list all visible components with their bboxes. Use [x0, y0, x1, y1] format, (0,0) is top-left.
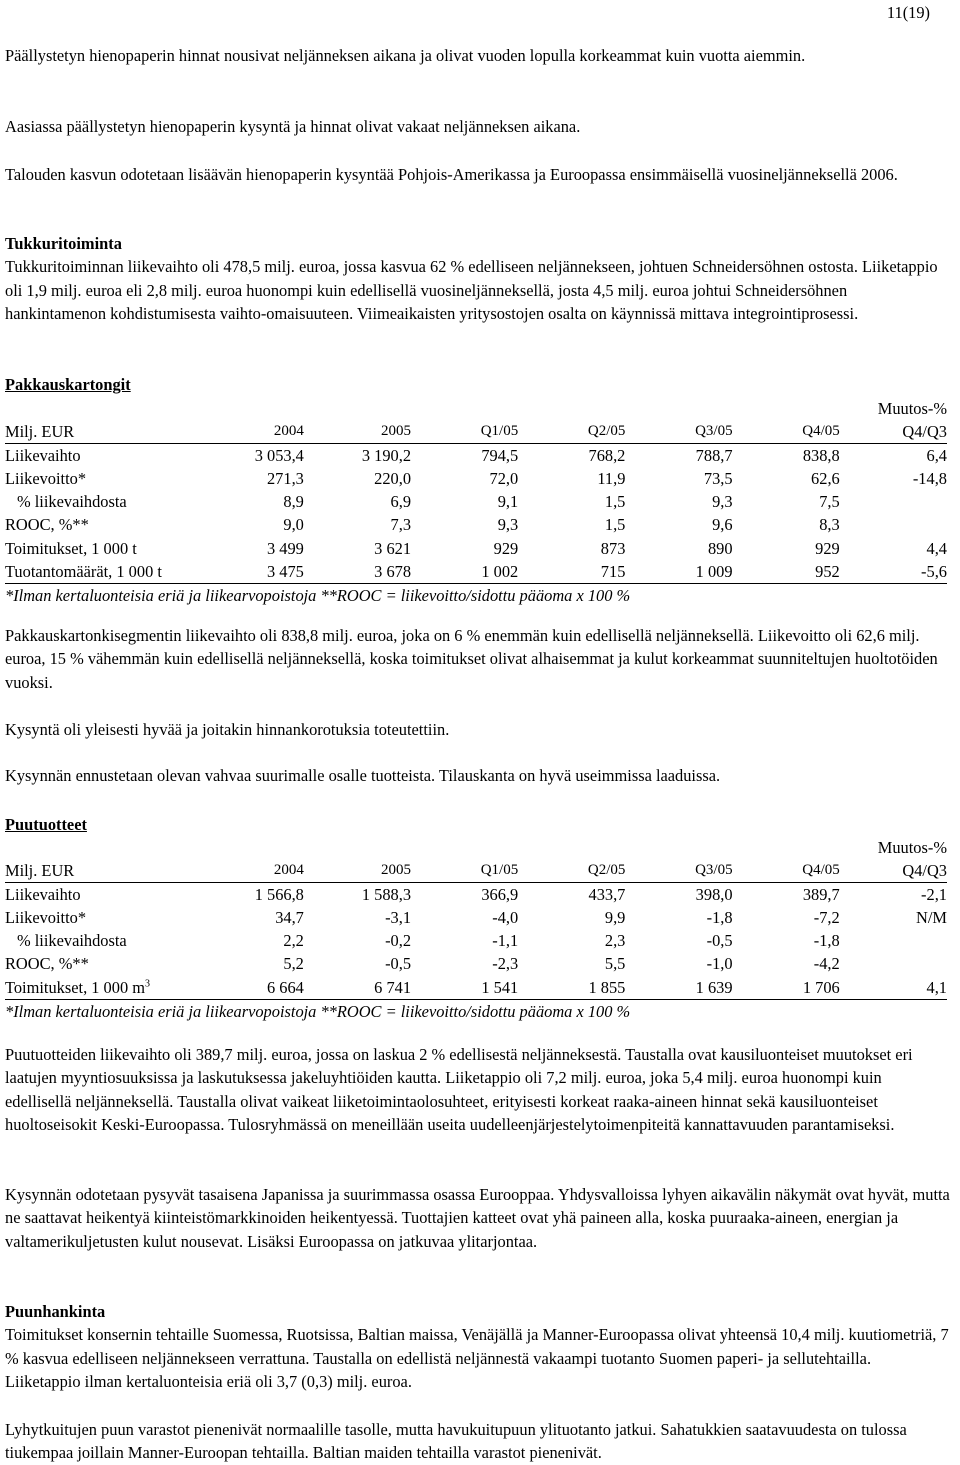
superscript: 3 [145, 978, 150, 990]
table-cell: 72,0 [489, 469, 519, 489]
paragraph: Kysynnän ennustetaan olevan vahvaa suurimalle osalle tuotteista. Tilauskanta on hyvä useimmissa laaduissa. [5, 766, 721, 785]
intro-paragraph-2 [5, 115, 950, 138]
intro-text-3: Talouden kasvun odotetaan lisäävän hienopaperin kysyntää Pohjois-Amerikassa ja Euroopassa ensimmäisellä vuosineljänneksellä 2006. [5, 165, 898, 184]
row-label-text: Liikevaihto [5, 885, 81, 905]
table-header [5, 859, 947, 883]
muutos-header: Muutos-% [877, 399, 947, 418]
col-header: Q4/Q3 [840, 420, 947, 444]
table-cell: 6,9 [390, 492, 412, 512]
pakkaus-table [5, 397, 947, 584]
table-cell: 1 855 [518, 976, 625, 1000]
page-number: 11(19) [886, 3, 930, 22]
paragraph: Puutuotteiden liikevaihto oli 389,7 milj. euroa, jossa on laskua 2 % edellisestä neljänneksestä. Taustalla ovat kausiluonteiset muutokset eri laatujen myyntiosuuksissa ja laskutuksessa jakeluyhtiöiden kautta. Liiketappio oli 7,2 milj. euroa, joka 5,4 milj. euroa huonompi kuin edellisellä neljänneksellä. Taustalla olivat vaikeat liiketoimintaolosuhteet, erityisesti korkeat raaka-aineen hinnat sekä kausiluonteiset huoltoseisokit Keski-Euroopassa. Tulosryhmässä on meneillään useita uudelleenjärjestelytoimenpiteitä kannattavuuden parantamiseksi. [5, 1045, 913, 1134]
table-cell: 3 053,4 [254, 446, 304, 466]
table-cell: -2,1 [921, 885, 947, 905]
table-cell: -0,5 [706, 931, 733, 951]
table-row [5, 467, 947, 490]
table-cell: 890 [707, 538, 733, 558]
table-cell: 1 588,3 [361, 885, 412, 905]
table-cell: -2,3 [492, 954, 519, 974]
puu-table-block [5, 836, 950, 1023]
table-cell: 1 639 [625, 976, 732, 1000]
table-cell: 9,1 [497, 492, 519, 512]
table-cell [840, 513, 947, 536]
table-cell: 220,0 [374, 469, 412, 489]
paragraph: Pakkauskartonkisegmentin liikevaihto oli 838,8 milj. euroa, joka on 6 % enemmän kuin edellisellä neljänneksellä. Liikevoitto oli 62,6 milj. euroa, 15 % vähemmän kuin edellisellä neljänneksellä, koska toimitukset olivat alhaisemmat ja kulut korkeammat suunniteltujen huoltotöiden vuoksi. [5, 626, 938, 692]
table-cell: 3 475 [186, 560, 303, 584]
paragraph: Lyhytkuitujen puun varastot pienenivät normaalille tasolle, mutta havukuitupuun ylituotanto jatkui. Sahatukkien saatavuudesta on tulossa tiukempaa joillain Manner-Euroopan tehtailla. Baltian maiden tehtailla varastot pienenivät. [5, 1420, 907, 1463]
table-cell: 3 621 [374, 538, 412, 558]
table-cell: 6,4 [926, 446, 947, 466]
col-header: Q2/05 [518, 859, 625, 883]
col-header: Q1/05 [411, 420, 518, 444]
table-header-top [5, 397, 947, 420]
pakkaus-table-block [5, 397, 950, 607]
table-cell: 1 706 [733, 976, 840, 1000]
paragraph: Kysyntä oli yleisesti hyvää ja joitakin hinnankorotuksia toteutettiin. [5, 720, 450, 739]
table-cell: -1,1 [492, 931, 519, 951]
section-heading: Pakkauskartongit [5, 375, 131, 394]
table-row [5, 444, 947, 468]
table-cell: 9,0 [283, 515, 304, 535]
row-label [5, 513, 186, 536]
table-cell: 1 541 [411, 976, 518, 1000]
table-row [5, 537, 947, 560]
table-cell: 398,0 [695, 885, 733, 905]
table-cell: 1 566,8 [254, 885, 304, 905]
row-label [5, 883, 186, 907]
row-label-text: Liikevaihto [5, 446, 81, 466]
row-label-text: Liikevoitto* [5, 469, 87, 489]
table-row [5, 976, 947, 1000]
table-cell: -5,6 [840, 560, 947, 584]
row-label-text: % liikevaihdosta [17, 492, 127, 512]
table-cell: 9,6 [712, 515, 733, 535]
puu-table [5, 836, 947, 1000]
row-label [5, 560, 186, 584]
table-cell: -0,5 [385, 954, 412, 974]
muutos-header: Muutos-% [877, 838, 947, 857]
table-row [5, 906, 947, 929]
col-header: 2005 [304, 859, 411, 883]
unit-header: Milj. EUR [5, 420, 186, 444]
col-header: Q3/05 [625, 859, 732, 883]
table-cell: 6 664 [186, 976, 303, 1000]
col-header: Q4/05 [733, 859, 840, 883]
table-cell: 794,5 [481, 446, 519, 466]
puu-text-2 [5, 1183, 950, 1253]
table-cell: 11,9 [597, 469, 626, 489]
table-cell: 3 499 [266, 538, 304, 558]
pakkaus-text-3 [5, 764, 950, 787]
row-label [5, 929, 186, 952]
table-cell: 929 [493, 538, 519, 558]
table-footnote: *Ilman kertaluonteisia eriä ja liikearvopoistoja **ROOC = liikevoitto/sidottu pääoma x 100 % [5, 585, 631, 605]
table-cell: 9,9 [604, 908, 626, 928]
table-cell: 8,3 [819, 515, 840, 535]
table-cell: 4,4 [926, 538, 947, 558]
table-cell: -0,2 [385, 931, 412, 951]
intro-paragraph-3 [5, 163, 950, 186]
table-cell: 1 009 [625, 560, 732, 584]
table-cell: 2,2 [283, 931, 304, 951]
row-label [5, 537, 186, 560]
table-cell: 7,5 [819, 492, 840, 512]
table-cell: -1,8 [813, 931, 840, 951]
table-cell: 8,9 [283, 492, 304, 512]
table-cell: 952 [733, 560, 840, 584]
table-cell [840, 952, 947, 975]
col-header: Q4/Q3 [840, 859, 947, 883]
col-header: 2004 [186, 859, 303, 883]
row-label-text: Liikevoitto* [5, 908, 87, 928]
row-label-text: Tuotantomäärät, 1 000 t [5, 561, 162, 581]
section-heading: Puutuotteet [5, 815, 87, 834]
intro-text-2: Aasiassa päällystetyn hienopaperin kysyntä ja hinnat olivat vakaat neljänneksen aikana. [5, 117, 581, 136]
table-cell: -14,8 [912, 469, 947, 489]
row-label-text: Toimitukset, 1 000 t [5, 538, 137, 558]
intro-text-1: Päällystetyn hienopaperin hinnat nousivat neljänneksen aikana ja olivat vuoden lopulla korkeammat kuin vuotta aiemmin. [5, 46, 806, 65]
row-label-text: % liikevaihdosta [17, 931, 127, 951]
table-cell: -4,2 [813, 954, 840, 974]
table-cell: 838,8 [802, 446, 840, 466]
table-cell: 433,7 [588, 885, 626, 905]
paragraph: Kysynnän odotetaan pysyvät tasaisena Japanissa ja suurimmassa osassa Eurooppaa. Yhdysvalloissa lyhyen aikavälin näkymät ovat hyvät, mutta ne saattavat heikentyä kiinteistömarkkinoiden heikentyessä. Tuottajien katteet ovat yhä paineen alla, koska puuraaka-aineen, energian ja valtamerikuljetusten kulut nousevat. Lisäksi Euroopassa on jatkuvaa ylitarjontaa. [5, 1185, 950, 1251]
unit-header: Milj. EUR [5, 859, 186, 883]
row-label-text: ROOC, %** [5, 515, 89, 535]
table-cell: 9,3 [497, 515, 519, 535]
table-cell: 1 002 [411, 560, 518, 584]
table-cell [840, 490, 947, 513]
table-cell: 2,3 [604, 931, 626, 951]
table-row [5, 883, 947, 907]
intro-paragraph-1 [5, 44, 950, 67]
table-cell: 3 190,2 [361, 446, 412, 466]
table-row [5, 490, 947, 513]
table-cell: 62,6 [811, 469, 840, 489]
table-cell: 271,3 [266, 469, 304, 489]
col-header: 2005 [304, 420, 411, 444]
table-cell: 1,5 [604, 492, 626, 512]
table-row [5, 513, 947, 536]
puunhankinta-section [5, 1300, 950, 1393]
table-cell: 9,3 [712, 492, 733, 512]
row-label [5, 490, 186, 513]
table-cell: 3 678 [304, 560, 411, 584]
paragraph: Toimitukset konsernin tehtaille Suomessa, Ruotsissa, Baltian maissa, Venäjällä ja Manner-Euroopassa olivat yhteensä 10,4 milj. kuutiometriä, 7 % kasvua edelliseen neljännekseen verrattuna. Taustalla on edellistä neljännestä vakaampi tuotanto Suomen paperi- ja sellutehtailla. Liiketappio ilman kertaluonteisia eriä oli 3,7 (0,3) milj. euroa. [5, 1325, 949, 1391]
table-cell: 34,7 [275, 908, 304, 928]
section-text: Tukkuritoiminnan liikevaihto oli 478,5 milj. euroa, jossa kasvua 62 % edelliseen neljännekseen, johtuen Schneidersöhnen ostosta. Liiketappio oli 1,9 milj. euroa eli 2,8 milj. euroa huonompi kuin edellisellä vuosineljänneksellä, josta 4,5 milj. euroa johtui Schneidersöhnen hankintamenon kohdistumisesta vaihto-omaisuuteen. Viimeaikaisten yritysostojen osalta on käynnissä mittava integrointiprosessi. [5, 257, 938, 323]
col-header: 2004 [186, 420, 303, 444]
table-row [5, 952, 947, 975]
table-cell: 788,7 [695, 446, 733, 466]
table-cell [840, 929, 947, 952]
table-row [5, 929, 947, 952]
table-cell: 5,5 [604, 954, 626, 974]
table-cell: 5,2 [283, 954, 304, 974]
table-cell: 389,7 [802, 885, 840, 905]
col-header: Q4/05 [733, 420, 840, 444]
table-cell: -7,2 [813, 908, 840, 928]
puunhankinta-text-2 [5, 1418, 950, 1465]
row-label [5, 906, 186, 929]
table-cell: 1,5 [604, 515, 626, 535]
row-label [5, 444, 186, 468]
row-label [5, 467, 186, 490]
table-header [5, 420, 947, 444]
puutuotteet-section [5, 813, 950, 836]
section-heading: Tukkuritoiminta [5, 234, 122, 253]
table-cell: 4,1 [840, 976, 947, 1000]
tukkuritoiminta-section [5, 232, 950, 325]
table-cell: -1,8 [706, 908, 733, 928]
row-label-text: Toimitukset, 1 000 m [5, 977, 145, 997]
table-row [5, 560, 947, 584]
table-cell: 7,3 [390, 515, 412, 535]
table-cell: 366,9 [481, 885, 519, 905]
col-header: Q3/05 [625, 420, 732, 444]
row-label [5, 952, 186, 975]
table-cell: -3,1 [385, 908, 412, 928]
puu-text-1 [5, 1043, 950, 1136]
section-heading: Puunhankinta [5, 1302, 106, 1321]
table-cell: -4,0 [492, 908, 519, 928]
table-cell: N/M [916, 908, 947, 928]
row-label [5, 976, 186, 1000]
table-cell: 873 [600, 538, 626, 558]
table-cell: 929 [815, 538, 840, 558]
col-header: Q2/05 [518, 420, 625, 444]
table-cell: 6 741 [304, 976, 411, 1000]
table-header-top [5, 836, 947, 859]
pakkaus-text-2 [5, 718, 950, 741]
table-footnote: *Ilman kertaluonteisia eriä ja liikearvopoistoja **ROOC = liikevoitto/sidottu pääoma x 100 % [5, 1001, 631, 1021]
pakkaus-text-1 [5, 624, 950, 694]
row-label-text: ROOC, %** [5, 954, 89, 974]
table-cell: 768,2 [588, 446, 626, 466]
table-cell: 715 [518, 560, 625, 584]
pakkauskartongit-section [5, 373, 950, 396]
table-cell: 73,5 [703, 469, 733, 489]
col-header: Q1/05 [411, 859, 518, 883]
table-cell: -1,0 [706, 954, 733, 974]
